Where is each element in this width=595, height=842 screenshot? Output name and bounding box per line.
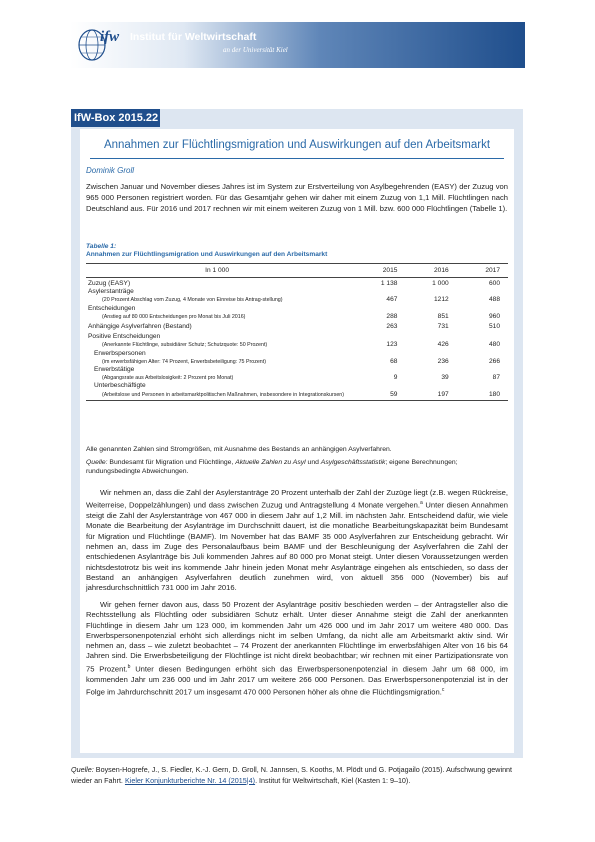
- table-row: [86, 382, 508, 390]
- cell-value: 288: [386, 312, 398, 320]
- source-text: ; eigene Berechnungen; rundungsbedingte Abweichungen.: [86, 459, 458, 475]
- table-row: [86, 305, 508, 313]
- footnote-marker: b: [127, 663, 131, 670]
- table-row-detail: [86, 296, 508, 304]
- row-sublabel: (Arbeitslose und Personen in arbeitsmarktpolitischen Maßnahmen, insbesondere in Integrationskursen): [86, 391, 348, 401]
- row-label: Erwerbspersonen: [94, 349, 146, 357]
- cell-value: 731: [437, 323, 449, 331]
- body-paragraph: [86, 600, 508, 698]
- table-caption-label: Tabelle 1:: [86, 243, 117, 250]
- year-header: 2015: [348, 264, 399, 278]
- table-header-row: [86, 264, 508, 278]
- cell-value: 467: [386, 296, 398, 304]
- row-label: Erwerbstätige: [94, 366, 135, 374]
- source-text: . Institut für Weltwirtschaft, Kiel (Kasten 1: 9–10).: [255, 776, 411, 785]
- header-banner: [70, 22, 525, 68]
- table-row: [86, 321, 508, 331]
- source-title: Asylgeschäftsstatistik: [320, 459, 386, 466]
- box-title: Annahmen zur Flüchtlingsmigration und Auswirkungen auf den Arbeitsmarkt: [103, 139, 491, 151]
- institute-name: Institut für Weltwirtschaft: [130, 31, 257, 43]
- row-sublabel: (im erwerbsfähigen Alter: 74 Prozent, Erwerbsbeteiligung: 75 Prozent): [102, 358, 266, 365]
- source-text: und: [305, 459, 321, 466]
- row-sublabel: (20 Prozent Abschlag vom Zuzug, 4 Monate von Einreise bis Antrag-stellung): [102, 297, 283, 304]
- cell-value: 59: [348, 391, 399, 401]
- source-label: Quelle:: [86, 459, 108, 466]
- table-row: [86, 366, 508, 374]
- footnote-marker: c: [441, 686, 445, 693]
- logo-text: ifw: [100, 29, 120, 45]
- intro-paragraph: Zwischen Januar und November dieses Jahres ist im System zur Erstverteilung von Asylbegehrenden (EASY) der Zuzug von 965 000 Personen registriert worden. Für das Gesamtjahr gehen wir daher mit einem Zuzug von 1,1 Mill. Flüchtlingen nach Deutschland aus. Für 2016 und 2017 rechnen wir mit einem weiteren Zuzug von 1 Mill. bzw. 600 000 Flüchtlingen (Tabelle 1).: [86, 182, 508, 213]
- row-label: Positive Entscheidungen: [88, 333, 161, 341]
- year-header: 2016: [399, 264, 450, 278]
- table-source: [86, 458, 508, 476]
- page-source: [71, 764, 523, 786]
- report-link[interactable]: Kieler Konjunkturberichte Nr. 14 (2015|4): [124, 776, 256, 785]
- row-sublabel: (Anerkannte Flüchtlinge, subsidiärer Schutz; Schutzquote: 50 Prozent): [102, 342, 268, 349]
- body-text: Unter diesen Annahmen steigt die Zahl der Asylerstanträge von 467 000 in diesem Jahr auf 1,2 Mill. im nächsten Jahr. Entscheidend dafür, wie viele Monate die Bearbeitung der Asylanträge im Durchschnitt dauert, ist die monatliche Bearbeitungskapazität beim Bundesamt für Migration und Flüchtlinge (BAMF). Im November hat das BAMF 35 000 Asylverfahren zur Entscheidung gebracht. Wir nehmen an, dass im Zuge des Personalaufbaus beim BAMF und der Beschleunigung der Asylverfahren die Zahl der entschiedenen Asylanträge bis Juli kommenden Jahres auf 80 000 pro Monat steigt. Unter diesen Voraussetzungen werden nichtsdestotrotz bis weit ins kommende Jahr hinein jeden Monat mehr Asylanträge eingehen als entschieden, so dass der Bestand an anhängigen Asylverfahren deutlich zunehmen wird, von aktuell 356 000 (November) bis auf jahresdurchschnittlich 731 000 im Jahr 2016.: [86, 500, 509, 593]
- table-note: Alle genannten Zahlen sind Stromgrößen, mit Ausnahme des Bestands an anhängigen Asylverfahren.: [86, 446, 392, 453]
- table-row-detail: [86, 358, 508, 366]
- row-label: Asylerstanträge: [88, 288, 134, 296]
- body-text: Unter diesen Bedingungen erhöht sich das Erwerbspersonenpotenzial in diesem Jahr um 68 000, im kommenden Jahr um 236 000 und im Jahr 2017 um weitere 266 000 Personen. Das Erwerbspersonenpotenzial ist in der Folge im Jahrdurchschnitt 2017 um insgesamt 470 000 Personen höher als ohne die Flüchtlingsmigration.: [86, 664, 508, 697]
- body-text: Wir nehmen an, dass die Zahl der Asylerstanträge 20 Prozent unterhalb der Zahl der Zuzüge liegt (z.B. wegen Rückreise, Weiterreise, Doppelzählungen) und dass zwischen Zuzug und Antragstellung 4 Monate vergehen.: [86, 488, 508, 510]
- cell-value: 39: [441, 374, 449, 382]
- table-unit-header: In 1 000: [86, 264, 348, 278]
- table-row-detail: [86, 313, 508, 321]
- source-title: Aktuelle Zahlen zu Asyl: [235, 459, 306, 466]
- source-label: Quelle:: [71, 765, 94, 774]
- row-label: Unterbeschäftigte: [94, 382, 146, 390]
- body-text: Wir gehen ferner davon aus, dass 50 Prozent der Asylanträge positiv beschieden werden – der Antragsteller also die Rechtsstellung als Flüchtling oder subsidiären Schutz erhält. Unter dieser Annahme steigt die Zahl der anerkannten Flüchtlinge in diesem Jahr um 123 000, im kommenden Jahr um 426 000 und im Jahr 2017 um weitere 480 000. Das Erwerbspersonenpotenzial erhöht sich allerdings nicht im selben Umfang, da nicht alle am Arbeitsmarkt aktiv sind. Wir nehmen an, dass – wie zuletzt beobachtet – 74 Prozent der anerkannten Flüchtlinge im erwerbsfähigen Alter von 16 bis 64 Jahren sind. Die Erwerbsbeteiligung der Flüchtlinge ist nicht direkt beobachtbar; wir rechnen mit einer Partizipationsrate von 75 Prozent.: [86, 600, 508, 674]
- cell-value: 960: [488, 312, 500, 320]
- cell-value: 426: [437, 341, 449, 349]
- cell-value: 1 000: [432, 280, 449, 287]
- cell-value: 236: [437, 357, 449, 365]
- table-row: [86, 288, 508, 296]
- table-caption-title: Annahmen zur Flüchtlingsmigration und Auswirkungen auf den Arbeitsmarkt: [86, 251, 328, 258]
- table-row-detail: [86, 374, 508, 382]
- cell-value: 510: [488, 323, 500, 331]
- row-label: Zuzug (EASY): [88, 280, 131, 287]
- table-row: [86, 278, 508, 289]
- body-paragraph: [86, 488, 508, 594]
- title-divider: [90, 158, 504, 159]
- source-text: Boysen-Hogrefe, J., S. Fiedler, K.-J. Gern, D. Groll, N. Jannsen, S. Kooths, M. Plödt und G. Potjagailo (2015). Aufschwung gewinnt wieder an Fahrt.: [71, 765, 513, 785]
- cell-value: 197: [399, 391, 450, 401]
- ifw-box: [71, 109, 523, 758]
- cell-value: 68: [390, 357, 398, 365]
- box-label: IfW-Box 2015.22: [71, 109, 160, 127]
- author: Dominik Groll: [86, 166, 135, 175]
- year-header: 2017: [451, 264, 508, 278]
- row-sublabel: (Anstieg auf 80 000 Entscheidungen pro Monat bis Juli 2016): [102, 313, 246, 320]
- cell-value: 851: [437, 312, 449, 320]
- cell-value: 123: [386, 341, 398, 349]
- table-row-detail: [86, 391, 508, 401]
- cell-value: 180: [451, 391, 508, 401]
- cell-value: 263: [386, 323, 398, 331]
- cell-value: 266: [488, 357, 500, 365]
- cell-value: 480: [488, 341, 500, 349]
- data-table: [86, 263, 508, 401]
- institute-subtitle: an der Universität Kiel: [223, 46, 288, 54]
- cell-value: 87: [492, 374, 500, 382]
- box-content: [80, 129, 514, 753]
- table-row-detail: [86, 341, 508, 349]
- row-label: Entscheidungen: [88, 304, 136, 312]
- footnote-marker: a: [419, 500, 423, 507]
- row-label: Anhängige Asylverfahren (Bestand): [88, 323, 192, 331]
- cell-value: 1 138: [380, 280, 398, 287]
- cell-value: 1212: [434, 296, 449, 304]
- table-row: [86, 331, 508, 341]
- source-text: Bundesamt für Migration und Flüchtlinge,: [107, 459, 236, 466]
- cell-value: 488: [488, 296, 500, 304]
- cell-value: 600: [488, 280, 500, 287]
- table-row: [86, 350, 508, 358]
- row-sublabel: (Abgangsrate aus Arbeitslosigkeit: 2 Prozent pro Monat): [102, 375, 234, 382]
- cell-value: 9: [393, 374, 398, 382]
